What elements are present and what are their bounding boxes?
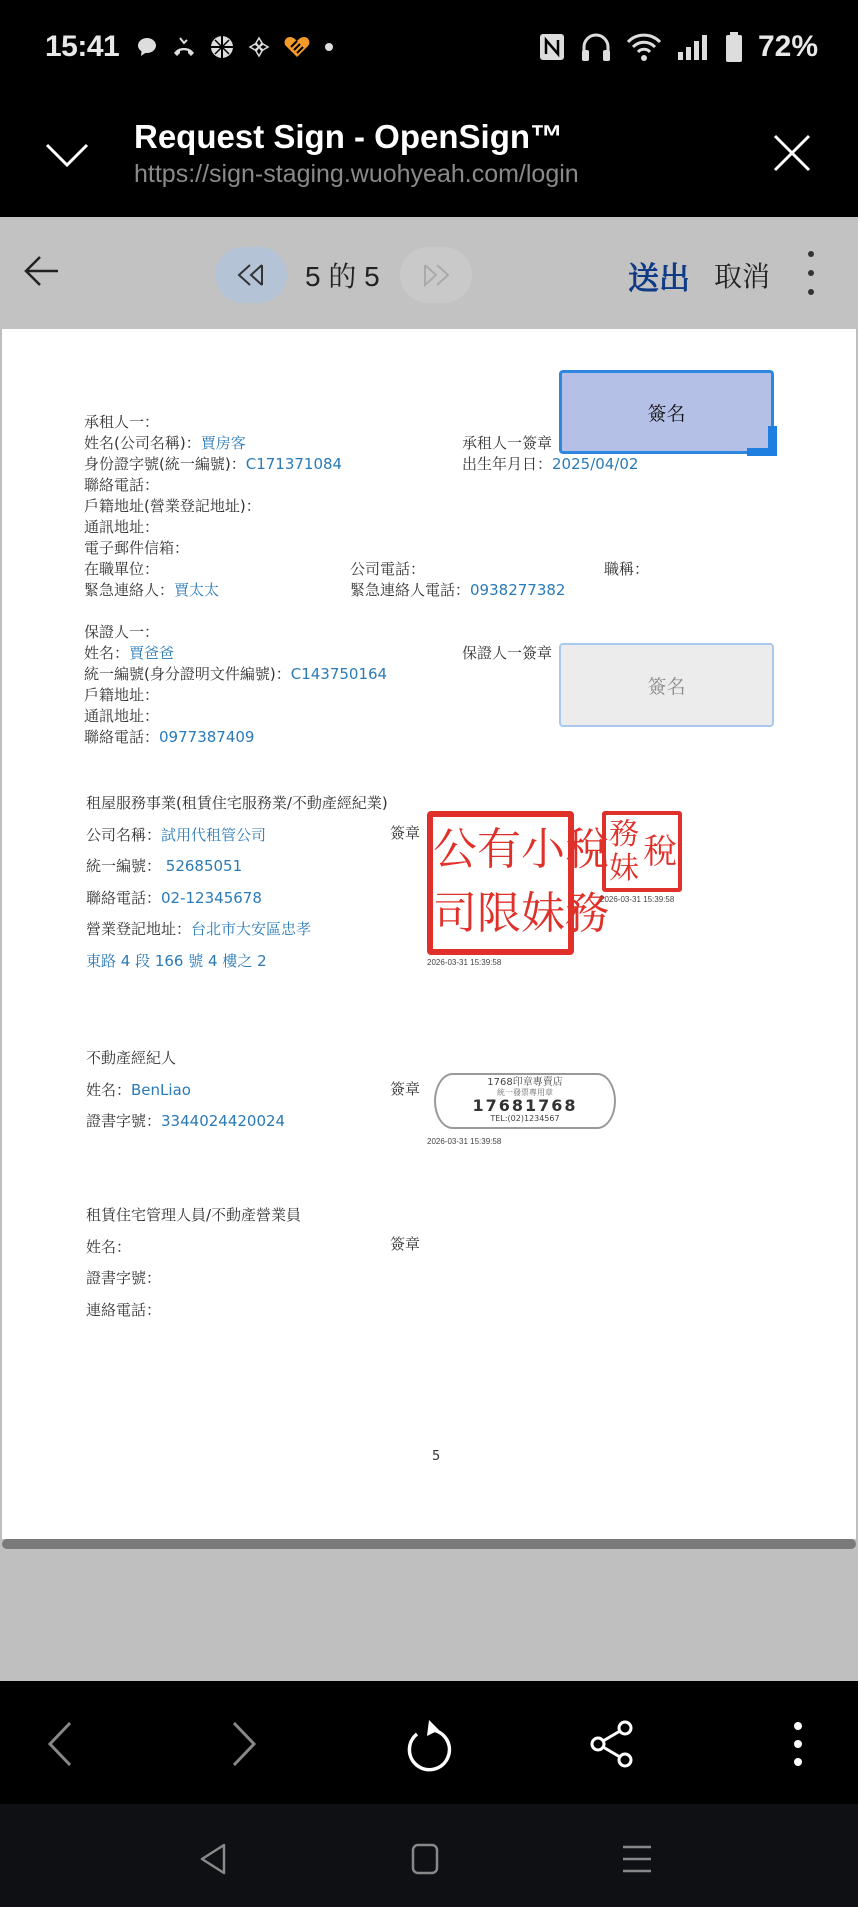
rental-tax-id-label: 統一編號： xyxy=(86,857,162,875)
share-icon xyxy=(589,1719,635,1769)
broker-license-label: 證書字號： xyxy=(86,1112,162,1130)
guarantor-id-label: 統一編號(身分證明文件編號)： xyxy=(84,665,291,683)
chevron-down-icon[interactable] xyxy=(44,140,90,170)
stamp-text: 1768印章專賣店 xyxy=(487,1077,563,1088)
previous-page-button[interactable] xyxy=(215,247,287,303)
system-back-button[interactable] xyxy=(188,1834,238,1884)
rental-phone-value: 02-12345678 xyxy=(161,888,262,907)
rental-seal-label: 簽章 xyxy=(390,824,421,842)
stamp-char: 妹 xyxy=(521,888,565,939)
nfc-icon xyxy=(538,32,566,62)
system-home-button[interactable] xyxy=(400,1834,450,1884)
guarantor-phone-value: 0977387409 xyxy=(159,728,255,746)
browser-header xyxy=(0,100,858,217)
chevron-left-icon xyxy=(45,1720,75,1768)
guarantor-name-label: 姓名： xyxy=(84,644,130,662)
fast-forward-icon xyxy=(421,263,451,287)
tenant-job-title-label: 職稱： xyxy=(604,560,650,578)
page-number: 5 xyxy=(432,1449,441,1464)
representative-seal-timestamp: 2026-03-31 15:39:58 xyxy=(600,895,675,904)
tenant-mail-address-label: 通訊地址： xyxy=(84,518,160,536)
broker-license-value: 3344024420024 xyxy=(161,1112,286,1130)
tenant-id-value: C171371084 xyxy=(245,455,343,473)
square-home-icon xyxy=(410,1842,440,1876)
broker-invoice-stamp[interactable] xyxy=(434,1073,616,1129)
tenant-id-label: 身份證字號(統一編號)： xyxy=(84,455,246,473)
system-icons xyxy=(538,30,818,64)
browser-back-button[interactable] xyxy=(30,1714,90,1774)
rewind-icon xyxy=(236,263,266,287)
broker-heading: 不動產經紀人 xyxy=(86,1049,177,1067)
stamp-char: 務 xyxy=(609,817,639,852)
document-viewer[interactable] xyxy=(0,329,858,1681)
manager-seal-label: 簽章 xyxy=(390,1235,421,1253)
browser-forward-button[interactable] xyxy=(214,1714,274,1774)
guarantor-phone-label: 聯絡電話： xyxy=(84,728,160,746)
tenant-heading: 承租人一： xyxy=(84,413,160,431)
company-seal-timestamp: 2026-03-31 15:39:58 xyxy=(427,958,502,967)
tenant-email-label: 電子郵件信箱： xyxy=(84,539,190,557)
document-page xyxy=(2,329,856,1539)
tenant-birth xyxy=(462,454,638,475)
tenant-section xyxy=(84,412,342,601)
more-vertical-icon xyxy=(792,1721,804,1767)
rental-service-heading: 租屋服務事業(租賃住宅服務業/不動產經紀業) xyxy=(86,794,388,812)
close-icon[interactable] xyxy=(772,133,812,173)
rental-address-label: 營業登記地址： xyxy=(86,920,192,938)
manager-heading: 租賃住宅管理人員/不動產營業員 xyxy=(86,1206,302,1224)
stamp-char: 小 xyxy=(521,824,565,875)
manager-license-label: 證書字號： xyxy=(86,1269,162,1287)
battery-percentage: 72% xyxy=(757,30,818,63)
app-toolbar xyxy=(0,217,858,329)
rental-company-value: 試用代租管公司 xyxy=(161,825,267,844)
tenant-birth-label: 出生年月日： xyxy=(462,455,553,473)
manager-phone-label: 連絡電話： xyxy=(86,1300,162,1319)
tenant-employer-label: 在職單位： xyxy=(84,560,160,578)
browser-bottom-nav xyxy=(0,1682,858,1804)
reload-button[interactable] xyxy=(398,1714,458,1774)
tenant-name-value: 賈房客 xyxy=(200,434,246,452)
cancel-button[interactable]: 取消 xyxy=(714,260,771,293)
company-seal-stamp[interactable] xyxy=(427,811,609,955)
guarantor-signature-field[interactable] xyxy=(559,643,774,727)
guarantor-name-value: 賈爸爸 xyxy=(129,644,175,662)
rental-service-section xyxy=(86,788,388,977)
broker-section xyxy=(86,1043,285,1138)
fan-icon xyxy=(247,35,271,59)
system-recents-button[interactable] xyxy=(612,1834,662,1884)
heart-app-icon xyxy=(283,35,311,59)
guarantor-seal-label: 保證人一簽章 xyxy=(462,644,553,662)
stamp-char: 有 xyxy=(477,824,521,875)
broker-name-label: 姓名： xyxy=(86,1080,132,1099)
tenant-seal-label: 承租人一簽章 xyxy=(462,434,553,452)
recents-icon xyxy=(621,1843,653,1875)
tenant-household-address-label: 戶籍地址(營業登記地址)： xyxy=(84,497,261,515)
broker-seal-label: 簽章 xyxy=(390,1080,421,1098)
signal-icon xyxy=(676,32,710,62)
rental-tax-id-value: 52685051 xyxy=(165,857,243,875)
manager-section xyxy=(86,1200,301,1326)
battery-icon xyxy=(724,31,744,63)
signature-field-label: 簽名 xyxy=(647,402,686,425)
guarantor-household-address-label: 戶籍地址： xyxy=(84,686,160,704)
horizontal-scrollbar[interactable] xyxy=(2,1539,856,1549)
triangle-back-icon xyxy=(198,1842,228,1876)
guarantor-mail-address-label: 通訊地址： xyxy=(84,707,160,725)
stamp-char: 務 xyxy=(565,888,609,939)
broker-seal-timestamp: 2026-03-31 15:39:58 xyxy=(427,1137,502,1146)
tenant-emergency-phone-label: 緊急連絡人電話： xyxy=(350,581,471,599)
rental-address-value-1: 台北市大安區忠孝 xyxy=(191,920,312,938)
page-title: Request Sign - OpenSign™ xyxy=(134,118,564,155)
reload-icon xyxy=(403,1716,453,1772)
chat-bubble-icon xyxy=(135,35,159,59)
stamp-char: 公 xyxy=(433,824,477,875)
stamp-text: TEL:(02)1234567 xyxy=(490,1114,560,1123)
tenant-birth-value: 2025/04/02 xyxy=(552,455,639,473)
broker-name-value: BenLiao xyxy=(131,1080,191,1099)
tenant-phone-label: 聯絡電話： xyxy=(84,476,160,494)
back-arrow-icon[interactable] xyxy=(22,253,62,289)
stamp-text: 統一發票專用章 xyxy=(497,1088,553,1097)
tenant-emergency-contact-label: 緊急連絡人： xyxy=(84,581,175,599)
next-page-button[interactable] xyxy=(400,247,472,303)
status-time: 15:41 xyxy=(45,30,120,63)
chevron-right-icon xyxy=(229,1720,259,1768)
rental-phone-label: 聯絡電話： xyxy=(86,888,162,907)
stamp-number: 17681768 xyxy=(472,1096,578,1115)
wifi-icon xyxy=(626,32,662,62)
tenant-emergency-contact-value: 賈太太 xyxy=(174,581,220,599)
stamp-char: 妹 xyxy=(609,851,639,886)
tenant-emergency-phone xyxy=(350,580,565,601)
headphones-icon xyxy=(580,32,612,62)
status-bar xyxy=(0,0,858,100)
browser-menu-button[interactable] xyxy=(768,1714,828,1774)
stamp-char: 限 xyxy=(477,888,521,939)
stamp-char: 稅 xyxy=(643,832,677,872)
more-dot-icon xyxy=(323,35,335,59)
share-button[interactable] xyxy=(582,1714,642,1774)
tenant-emergency-phone-value: 0938277382 xyxy=(470,581,566,599)
send-button[interactable]: 送出 xyxy=(628,261,690,297)
guarantor-heading: 保證人一： xyxy=(84,623,160,641)
stamp-char: 司 xyxy=(433,888,477,939)
representative-seal-stamp[interactable] xyxy=(602,811,682,892)
tenant-company-phone-label: 公司電話： xyxy=(350,560,426,578)
page-url[interactable]: https://sign-staging.wuohyeah.com/login xyxy=(134,160,579,188)
guarantor-id-value: C143750164 xyxy=(290,665,388,683)
tenant-name-label: 姓名(公司名稱)： xyxy=(84,434,201,452)
manager-name-label: 姓名： xyxy=(86,1237,132,1256)
page-indicator: 5 的 5 xyxy=(305,261,380,292)
rental-company-label: 公司名稱： xyxy=(86,825,162,844)
more-options-button[interactable] xyxy=(805,251,817,295)
stamp-char: 稅 xyxy=(565,824,609,875)
guarantor-section xyxy=(84,622,387,748)
missed-call-icon xyxy=(171,35,197,59)
system-navigation-bar xyxy=(0,1804,858,1907)
signature-field-label: 簽名 xyxy=(647,675,686,698)
tenant-signature-field[interactable] xyxy=(559,370,774,454)
notification-icons xyxy=(135,34,335,60)
rental-address-value-2: 東路 4 段 166 號 4 樓之 2 xyxy=(86,951,267,970)
resize-handle[interactable] xyxy=(747,448,777,456)
app-icon xyxy=(209,34,235,60)
